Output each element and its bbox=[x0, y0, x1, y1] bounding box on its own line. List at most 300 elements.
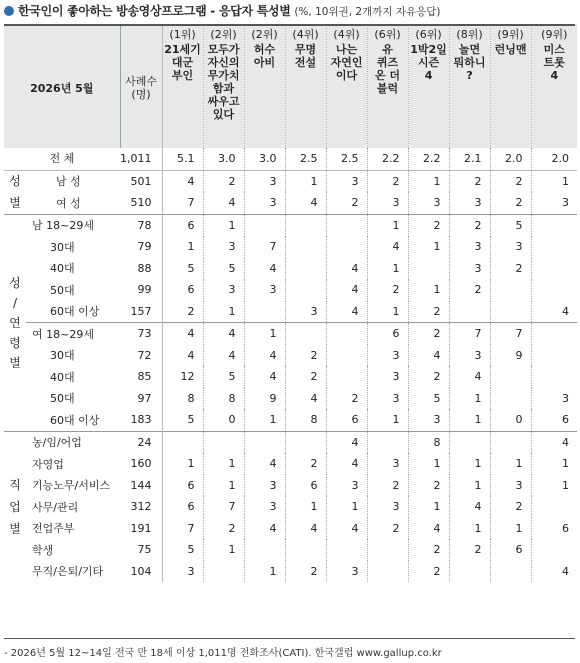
cell-value: 3 bbox=[162, 561, 203, 583]
program-name: 놀면 뭐하니 ? bbox=[453, 43, 486, 82]
cell-value: 4 bbox=[285, 518, 326, 540]
cell-value: 3 bbox=[285, 301, 326, 323]
cell-value: 3 bbox=[490, 236, 531, 258]
cell-value: 1 bbox=[203, 214, 244, 236]
cell-value: 5 bbox=[203, 366, 244, 388]
program-rank: (8위) bbox=[456, 28, 483, 41]
cell-value: 3 bbox=[367, 453, 408, 475]
cell-value: 2 bbox=[367, 170, 408, 192]
cell-value: 1 bbox=[244, 323, 285, 345]
cell-value: 4 bbox=[244, 366, 285, 388]
cell-value bbox=[490, 431, 531, 453]
cell-value: 9 bbox=[490, 345, 531, 367]
cell-value bbox=[326, 366, 367, 388]
row-sample-size: 510 bbox=[120, 192, 162, 214]
row-sample-size: 104 bbox=[120, 561, 162, 583]
cell-value: 1 bbox=[244, 409, 285, 431]
cell-value: 2 bbox=[326, 388, 367, 410]
cell-value: 2 bbox=[285, 366, 326, 388]
table-row bbox=[4, 431, 577, 453]
cell-value: 12 bbox=[162, 366, 203, 388]
cell-value: 1 bbox=[408, 453, 449, 475]
program-rank: (9위) bbox=[541, 28, 568, 41]
cell-value bbox=[490, 366, 531, 388]
cell-value: 4 bbox=[162, 323, 203, 345]
group-gender: 별 bbox=[9, 195, 21, 210]
row-label: 30대 bbox=[50, 349, 75, 363]
cell-value: 3 bbox=[244, 279, 285, 301]
row-group-total: 전 체 bbox=[4, 148, 120, 170]
cell-value: 1 bbox=[203, 539, 244, 561]
table-row bbox=[4, 279, 577, 301]
cell-value: 1 bbox=[408, 236, 449, 258]
table-body bbox=[4, 148, 577, 582]
cell-value: 3 bbox=[449, 345, 490, 367]
cell-value: 6 bbox=[367, 323, 408, 345]
cell-value: 7 bbox=[203, 496, 244, 518]
row-sample-size: 1,011 bbox=[120, 148, 162, 170]
row-sample-size: 88 bbox=[120, 258, 162, 280]
row-label: 기능노무/서비스 bbox=[32, 479, 111, 493]
cell-value: 2 bbox=[367, 475, 408, 497]
cell-value: 1 bbox=[162, 453, 203, 475]
cell-value: 1 bbox=[531, 170, 577, 192]
cell-value: 2 bbox=[162, 301, 203, 323]
cell-value bbox=[490, 301, 531, 323]
cell-value bbox=[162, 431, 203, 453]
program-rank: (2위) bbox=[210, 28, 237, 41]
program-name: 미스 트롯 4 bbox=[543, 43, 565, 82]
header-n-label: 사례수 (명) bbox=[125, 75, 157, 101]
cell-value: 4 bbox=[408, 345, 449, 367]
cell-value: 4 bbox=[408, 518, 449, 540]
cell-value: 2 bbox=[367, 518, 408, 540]
cell-value bbox=[244, 431, 285, 453]
cell-value: 5 bbox=[490, 214, 531, 236]
cell-value: 2 bbox=[408, 301, 449, 323]
row-sample-size: 501 bbox=[120, 170, 162, 192]
table-row bbox=[4, 192, 577, 214]
cell-value: 2 bbox=[285, 453, 326, 475]
cell-value: 1 bbox=[449, 475, 490, 497]
cell-value: 1 bbox=[408, 170, 449, 192]
cell-value: 3 bbox=[244, 192, 285, 214]
cell-value: 2 bbox=[367, 279, 408, 301]
program-name: 21세기 대군 부인 bbox=[164, 43, 201, 82]
cell-value bbox=[531, 345, 577, 367]
cell-value: 2 bbox=[203, 518, 244, 540]
cell-value bbox=[531, 539, 577, 561]
cell-value: 2.2 bbox=[408, 148, 449, 170]
cell-value: 2 bbox=[285, 561, 326, 583]
cell-value: 2.2 bbox=[367, 148, 408, 170]
cell-value: 2 bbox=[490, 192, 531, 214]
cell-value: 0 bbox=[203, 409, 244, 431]
program-name: 1박2일 시즌 4 bbox=[410, 43, 447, 82]
cell-value: 5.1 bbox=[162, 148, 203, 170]
cell-value bbox=[449, 301, 490, 323]
row-sample-size: 79 bbox=[120, 236, 162, 258]
cell-value: 3 bbox=[449, 258, 490, 280]
cell-value bbox=[490, 388, 531, 410]
program-rank: (4위) bbox=[292, 28, 319, 41]
cell-value: 2 bbox=[449, 214, 490, 236]
cell-value bbox=[449, 431, 490, 453]
cell-value: 4 bbox=[285, 388, 326, 410]
cell-value: 1 bbox=[326, 496, 367, 518]
cell-value: 7 bbox=[244, 236, 285, 258]
survey-table bbox=[4, 24, 577, 582]
header-row bbox=[4, 24, 577, 148]
row-sample-size: 97 bbox=[120, 388, 162, 410]
row-label: 30대 bbox=[50, 240, 75, 254]
cell-value: 7 bbox=[162, 518, 203, 540]
cell-value: 4 bbox=[326, 518, 367, 540]
program-rank: (2위) bbox=[251, 28, 278, 41]
header-program bbox=[244, 24, 285, 148]
cell-value: 2 bbox=[203, 170, 244, 192]
cell-value: 6 bbox=[162, 496, 203, 518]
cell-value: 2 bbox=[449, 539, 490, 561]
cell-value: 1 bbox=[203, 453, 244, 475]
cell-value: 3 bbox=[326, 170, 367, 192]
cell-value: 1 bbox=[531, 475, 577, 497]
cell-value: 4 bbox=[326, 301, 367, 323]
cell-value: 2 bbox=[408, 475, 449, 497]
cell-value: 4 bbox=[244, 453, 285, 475]
cell-value: 3 bbox=[244, 496, 285, 518]
table-row bbox=[4, 366, 577, 388]
cell-value: 6 bbox=[326, 409, 367, 431]
cell-value: 2 bbox=[449, 170, 490, 192]
cell-value: 1 bbox=[408, 279, 449, 301]
cell-value: 2 bbox=[408, 214, 449, 236]
cell-value: 1 bbox=[203, 301, 244, 323]
cell-value: 6 bbox=[162, 475, 203, 497]
cell-value: 1 bbox=[367, 214, 408, 236]
cell-value bbox=[490, 279, 531, 301]
cell-value: 2 bbox=[408, 366, 449, 388]
cell-value bbox=[367, 539, 408, 561]
table-row bbox=[4, 388, 577, 410]
cell-value: 2 bbox=[408, 561, 449, 583]
cell-value: 6 bbox=[490, 539, 531, 561]
cell-value: 3 bbox=[367, 345, 408, 367]
row-sample-size: 312 bbox=[120, 496, 162, 518]
cell-value: 2.0 bbox=[531, 148, 577, 170]
cell-value: 2 bbox=[285, 345, 326, 367]
cell-value bbox=[531, 236, 577, 258]
cell-value bbox=[244, 539, 285, 561]
cell-value: 4 bbox=[449, 366, 490, 388]
row-label: 무직/은퇴/기타 bbox=[32, 565, 104, 579]
cell-value: 3 bbox=[408, 192, 449, 214]
row-sample-size: 85 bbox=[120, 366, 162, 388]
group-agegender: 성 / 연 령 별 bbox=[4, 214, 26, 431]
cell-value: 4 bbox=[203, 345, 244, 367]
cell-value: 8 bbox=[162, 388, 203, 410]
header-program bbox=[408, 24, 449, 148]
header-program bbox=[449, 24, 490, 148]
program-rank: (4위) bbox=[333, 28, 360, 41]
program-name: 무명 전설 bbox=[294, 43, 317, 69]
cell-value: 3 bbox=[367, 192, 408, 214]
cell-value: 8 bbox=[408, 431, 449, 453]
cell-value bbox=[367, 431, 408, 453]
program-name: 런닝맨 bbox=[494, 43, 527, 56]
row-sample-size: 99 bbox=[120, 279, 162, 301]
row-label: 학생 bbox=[32, 543, 54, 557]
row-sample-size: 160 bbox=[120, 453, 162, 475]
cell-value: 2 bbox=[326, 192, 367, 214]
table-row bbox=[4, 236, 577, 258]
cell-value bbox=[285, 214, 326, 236]
cell-value bbox=[490, 561, 531, 583]
cell-value: 1 bbox=[162, 236, 203, 258]
cell-value: 2.1 bbox=[449, 148, 490, 170]
cell-value bbox=[326, 214, 367, 236]
cell-value: 7 bbox=[490, 323, 531, 345]
cell-value: 9 bbox=[244, 388, 285, 410]
group-gender: 성 bbox=[4, 170, 26, 192]
cell-value: 6 bbox=[531, 409, 577, 431]
cell-value: 4 bbox=[326, 453, 367, 475]
header-program bbox=[285, 24, 326, 148]
cell-value: 5 bbox=[162, 409, 203, 431]
cell-value: 0 bbox=[490, 409, 531, 431]
row-label: 농/임/어업 bbox=[26, 431, 120, 453]
cell-value: 2 bbox=[408, 323, 449, 345]
cell-value: 3 bbox=[449, 192, 490, 214]
cell-value: 5 bbox=[162, 539, 203, 561]
row-label: 남 18~29세 bbox=[26, 214, 120, 236]
cell-value bbox=[449, 561, 490, 583]
header-program bbox=[203, 24, 244, 148]
cell-value: 4 bbox=[326, 279, 367, 301]
row-label: 50대 bbox=[50, 283, 75, 297]
cell-value: 3 bbox=[531, 388, 577, 410]
cell-value: 1 bbox=[449, 388, 490, 410]
program-name: 유 퀴즈 온 더 블럭 bbox=[374, 43, 401, 95]
cell-value bbox=[367, 561, 408, 583]
row-sample-size: 157 bbox=[120, 301, 162, 323]
cell-value: 3 bbox=[449, 236, 490, 258]
cell-value bbox=[531, 258, 577, 280]
cell-value bbox=[285, 258, 326, 280]
table-row bbox=[4, 170, 577, 192]
cell-value: 2 bbox=[449, 279, 490, 301]
cell-value: 3 bbox=[203, 236, 244, 258]
program-name: 허수 아비 bbox=[253, 43, 276, 69]
cell-value: 4 bbox=[367, 236, 408, 258]
row-label: 사무/관리 bbox=[32, 500, 79, 514]
table-row bbox=[4, 453, 577, 475]
cell-value: 2 bbox=[490, 258, 531, 280]
cell-value: 1 bbox=[285, 496, 326, 518]
cell-value: 2.5 bbox=[326, 148, 367, 170]
cell-value: 8 bbox=[285, 409, 326, 431]
footer-note: - 2026년 5월 12~14일 전국 만 18세 이상 1,011명 전화조사(CATI). 한국갤럽 www.gallup.co.kr bbox=[4, 648, 442, 659]
cell-value: 2.5 bbox=[285, 148, 326, 170]
row-label: 50대 bbox=[50, 392, 75, 406]
cell-value: 4 bbox=[449, 496, 490, 518]
cell-value bbox=[203, 561, 244, 583]
cell-value: 3.0 bbox=[203, 148, 244, 170]
row-sample-size: 183 bbox=[120, 409, 162, 431]
cell-value: 4 bbox=[531, 301, 577, 323]
cell-value: 6 bbox=[285, 475, 326, 497]
cell-value bbox=[285, 279, 326, 301]
header-program bbox=[162, 24, 203, 148]
table-row bbox=[4, 518, 577, 540]
row-label: 40대 bbox=[50, 262, 75, 276]
cell-value: 3 bbox=[244, 475, 285, 497]
cell-value bbox=[326, 236, 367, 258]
page-title bbox=[4, 4, 441, 19]
cell-value: 2 bbox=[490, 496, 531, 518]
row-label: 자영업 bbox=[32, 457, 64, 471]
cell-value: 4 bbox=[326, 258, 367, 280]
cell-value: 4 bbox=[531, 431, 577, 453]
cell-value: 2 bbox=[490, 170, 531, 192]
cell-value: 4 bbox=[203, 192, 244, 214]
row-sample-size: 191 bbox=[120, 518, 162, 540]
cell-value: 4 bbox=[244, 258, 285, 280]
cell-value: 1 bbox=[203, 475, 244, 497]
cell-value: 1 bbox=[531, 453, 577, 475]
cell-value: 5 bbox=[162, 258, 203, 280]
cell-value: 4 bbox=[285, 192, 326, 214]
cell-value: 5 bbox=[203, 258, 244, 280]
cell-value: 1 bbox=[367, 258, 408, 280]
header-corner: 2026년 5월 bbox=[4, 24, 120, 148]
cell-value bbox=[531, 496, 577, 518]
cell-value: 1 bbox=[285, 170, 326, 192]
program-rank: (6위) bbox=[415, 28, 442, 41]
cell-value bbox=[326, 323, 367, 345]
cell-value: 1 bbox=[244, 561, 285, 583]
row-sample-size: 72 bbox=[120, 345, 162, 367]
cell-value: 4 bbox=[244, 518, 285, 540]
table-row bbox=[4, 539, 577, 561]
row-label: 60대 이상 bbox=[50, 305, 100, 319]
cell-value: 2 bbox=[408, 539, 449, 561]
cell-value bbox=[326, 345, 367, 367]
table-row bbox=[4, 561, 577, 583]
row-label: 여 성 bbox=[56, 196, 81, 210]
row-sample-size: 144 bbox=[120, 475, 162, 497]
cell-value bbox=[285, 539, 326, 561]
table-row bbox=[4, 409, 577, 431]
cell-value bbox=[244, 301, 285, 323]
row-label: 60대 이상 bbox=[50, 413, 100, 427]
cell-value: 6 bbox=[162, 214, 203, 236]
cell-value: 6 bbox=[531, 518, 577, 540]
cell-value: 1 bbox=[490, 518, 531, 540]
cell-value: 4 bbox=[162, 345, 203, 367]
title-sub: (%, 10위권, 2개까지 자유응답) bbox=[294, 6, 441, 18]
cell-value: 4 bbox=[203, 323, 244, 345]
cell-value bbox=[408, 258, 449, 280]
table-row bbox=[4, 496, 577, 518]
cell-value bbox=[203, 431, 244, 453]
row-sample-size: 78 bbox=[120, 214, 162, 236]
table-row bbox=[4, 475, 577, 497]
bullet-icon bbox=[4, 6, 14, 16]
table-row bbox=[4, 148, 577, 170]
table-row bbox=[4, 323, 577, 345]
cell-value: 2.0 bbox=[490, 148, 531, 170]
cell-value bbox=[531, 366, 577, 388]
cell-value: 3 bbox=[244, 170, 285, 192]
cell-value: 4 bbox=[326, 431, 367, 453]
cell-value: 3 bbox=[408, 409, 449, 431]
header-program bbox=[490, 24, 531, 148]
cell-value: 3 bbox=[367, 366, 408, 388]
cell-value: 3.0 bbox=[244, 148, 285, 170]
header-program bbox=[367, 24, 408, 148]
table-row bbox=[4, 258, 577, 280]
cell-value: 4 bbox=[244, 345, 285, 367]
cell-value: 7 bbox=[162, 192, 203, 214]
cell-value: 3 bbox=[367, 496, 408, 518]
header-program bbox=[531, 24, 577, 148]
cell-value: 1 bbox=[449, 518, 490, 540]
cell-value: 1 bbox=[449, 409, 490, 431]
cell-value bbox=[531, 214, 577, 236]
cell-value: 3 bbox=[326, 475, 367, 497]
program-rank: (9위) bbox=[497, 28, 524, 41]
cell-value bbox=[326, 539, 367, 561]
cell-value: 3 bbox=[367, 388, 408, 410]
cell-value bbox=[285, 431, 326, 453]
program-name: 모두가 자신의 무가치 함과 싸우고 있다 bbox=[207, 43, 240, 121]
row-sample-size: 75 bbox=[120, 539, 162, 561]
cell-value bbox=[531, 279, 577, 301]
cell-value: 1 bbox=[449, 453, 490, 475]
cell-value: 1 bbox=[367, 409, 408, 431]
table-row bbox=[4, 214, 577, 236]
cell-value: 1 bbox=[408, 496, 449, 518]
cell-value bbox=[285, 323, 326, 345]
cell-value: 7 bbox=[449, 323, 490, 345]
header-program bbox=[326, 24, 367, 148]
title-main: 한국인이 좋아하는 방송영상프로그램 - 응답자 특성별 bbox=[18, 4, 291, 18]
cell-value: 3 bbox=[531, 192, 577, 214]
cell-value bbox=[531, 323, 577, 345]
row-label: 40대 bbox=[50, 370, 75, 384]
row-label: 전업주부 bbox=[32, 522, 75, 536]
cell-value: 4 bbox=[531, 561, 577, 583]
row-label: 남 성 bbox=[26, 170, 120, 192]
cell-value: 4 bbox=[162, 170, 203, 192]
row-sample-size: 24 bbox=[120, 431, 162, 453]
table-row bbox=[4, 301, 577, 323]
group-job: 직 업 별 bbox=[4, 431, 26, 582]
row-sample-size: 73 bbox=[120, 323, 162, 345]
header-n bbox=[120, 24, 162, 148]
row-label: 여 18~29세 bbox=[26, 323, 120, 345]
program-name: 나는 자연인 이다 bbox=[330, 43, 363, 82]
program-rank: (6위) bbox=[374, 28, 401, 41]
cell-value: 5 bbox=[408, 388, 449, 410]
cell-value: 8 bbox=[203, 388, 244, 410]
cell-value: 3 bbox=[203, 279, 244, 301]
cell-value: 1 bbox=[490, 453, 531, 475]
cell-value bbox=[285, 236, 326, 258]
cell-value: 3 bbox=[326, 561, 367, 583]
cell-value: 3 bbox=[490, 475, 531, 497]
